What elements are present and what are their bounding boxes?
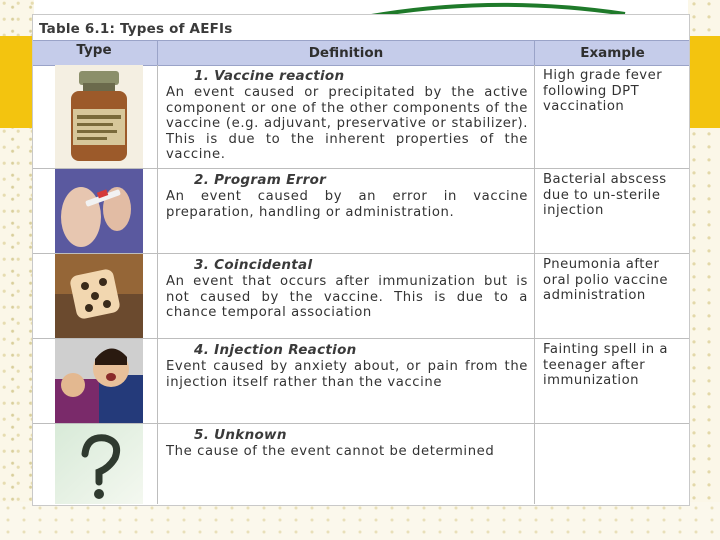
table-row (33, 65, 689, 169)
dice-photo (55, 254, 143, 338)
aefi-definition: An event that occurs after immunization but is not caused by the vaccine. This is due to a chance temporal association (166, 274, 528, 321)
syringe-hand-photo (55, 169, 143, 253)
aefi-type-title: 1. Vaccine reaction (194, 68, 345, 84)
aefi-definition: Event caused by anxiety about, or pain from the injection itself rather than the vaccine (166, 359, 528, 390)
question-mark-photo (55, 424, 143, 504)
table-row (33, 424, 689, 504)
example-cell (534, 424, 690, 504)
definition-cell (157, 65, 534, 168)
example-cell (534, 65, 690, 168)
definition-cell (157, 339, 534, 423)
header-type: Type (76, 42, 112, 58)
definition-cell (157, 254, 534, 338)
yellow-accent-right (690, 36, 720, 128)
aefi-example: High grade fever following DPT vaccination (543, 68, 663, 115)
aefi-definition: An event caused or precipitated by the active component or one of the other components of the vaccine (e.g. adjuvant, preservative or stabilizer). This is due to the inherent properties of the vaccine. (166, 85, 528, 163)
table-row (33, 339, 689, 424)
aefi-definition: The cause of the event cannot be determined (166, 444, 495, 459)
header-definition: Definition (157, 41, 534, 65)
example-cell (534, 254, 690, 338)
aefi-example: Bacterial abscess due to un-sterile injection (543, 172, 667, 219)
definition-cell (157, 169, 534, 253)
aefi-table (32, 14, 690, 506)
aefi-type-title: 5. Unknown (194, 427, 287, 443)
example-cell (534, 339, 690, 423)
yellow-accent-left (0, 36, 32, 128)
table-row (33, 169, 689, 254)
aefi-type-title: 4. Injection Reaction (194, 342, 357, 358)
definition-cell (157, 424, 534, 504)
aefi-example: Fainting spell in a teenager after immunization (543, 342, 668, 389)
header-example: Example (534, 41, 690, 65)
example-cell (534, 169, 690, 253)
aefi-type-title: 2. Program Error (194, 172, 327, 188)
aefi-definition: An event caused by an error in vaccine preparation, handling or administration. (166, 189, 528, 220)
aefi-type-title: 3. Coincidental (194, 257, 313, 273)
table-header-row (33, 40, 689, 66)
crying-child-photo (55, 339, 143, 423)
aefi-example: Pneumonia after oral polio vaccine administration (543, 257, 668, 304)
table-row (33, 254, 689, 339)
vaccine-vial-photo (55, 65, 143, 168)
table-caption: Table 6.1: Types of AEFIs (39, 21, 233, 37)
bottom-border-pattern (0, 502, 720, 540)
